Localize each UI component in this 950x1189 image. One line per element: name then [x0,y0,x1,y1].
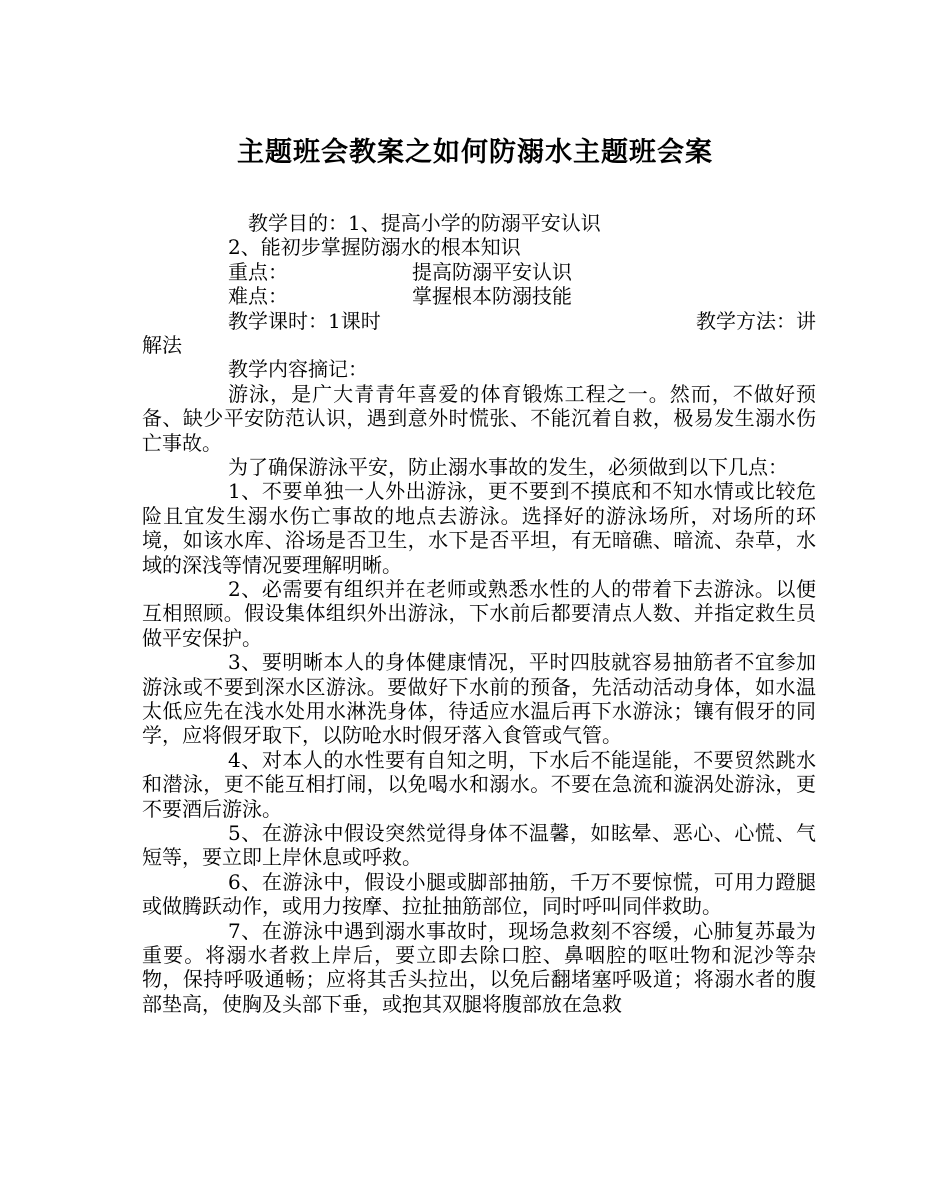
hours-method-line [142,309,816,333]
objective-line-2: 2、能初步掌握防溺水的根本知识 [228,235,521,260]
paragraph: 游泳，是广大青青年喜爱的体育锻炼工程之一。然而，不做好预备、缺少平安防范认识，遇到意外时慌张、不能沉着自救，极易发生溺水伤亡事故。 [142,381,816,455]
difficulty-label: 难点： [228,284,288,309]
paragraph: 为了确保游泳平安，防止溺水事故的发生，必须做到以下几点： [228,454,788,479]
paragraph: 3、要明晰本人的身体健康情况，平时四肢就容易抽筋者不宜参加游泳或不要到深水区游泳。要做好下水前的预备，先活动活动身体，如水温太低应先在浅水处用水淋洗身体，待适应水温后再下水游泳；镶有假牙的同学，应将假牙取下，以防呛水时假牙落入食管或气管。 [142,650,816,748]
paragraph: 4、对本人的水性要有自知之明，下水后不能逞能，不要贸然跳水和潜泳，更不能互相打闹，以免喝水和溺水。不要在急流和漩涡处游泳，更不要酒后游泳。 [142,747,816,821]
key-point-label: 重点： [228,259,288,284]
teaching-method: 教学方法：讲 [696,308,816,333]
teaching-hours: 教学课时：1课时 [228,308,381,333]
content-heading: 教学内容摘记： [228,357,368,382]
paragraph: 7、在游泳中遇到溺水事故时，现场急救刻不容缓，心肺复苏最为重要。将溺水者救上岸后，要立即去除口腔、鼻咽腔的呕吐物和泥沙等杂物，保持呼吸通畅；应将其舌头拉出，以免后翻堵塞呼吸道；将溺水者的腹部垫高，使胸及头部下垂，或抱其双腿将腹部放在急救 [142,918,816,1016]
difficulty-value: 掌握根本防溺技能 [412,284,572,309]
paragraph: 1、不要单独一人外出游泳，更不要到不摸底和不知水情或比较危险且宜发生溺水伤亡事故的地点去游泳。选择好的游泳场所，对场所的环境，如该水库、浴场是否卫生，水下是否平坦，有无暗礁、暗流、杂草，水域的深浅等情况要理解明晰。 [142,479,816,577]
paragraph: 2、必需要有组织并在老师或熟悉水性的人的带着下去游泳。以便互相照顾。假设集体组织外出游泳，下水前后都要清点人数、并指定救生员做平安保护。 [142,576,816,650]
key-point-line [142,260,816,284]
teaching-method-continued: 解法 [142,332,182,357]
objective-line: 教学目的：1、提高小学的防溺平安认识 [248,211,601,235]
key-point-value: 提高防溺平安认识 [412,259,572,284]
document-title: 主题班会教案之如何防溺水主题班会案 [237,137,713,168]
paragraph: 5、在游泳中假设突然觉得身体不温馨，如眩晕、恶心、心慌、气短等，要立即上岸休息或呼救。 [142,821,816,870]
difficulty-line [142,284,816,308]
document-body [142,211,816,1016]
paragraph: 6、在游泳中，假设小腿或脚部抽筋，千万不要惊慌，可用力蹬腿或做腾跃动作，或用力按摩、拉扯抽筋部位，同时呼叫同伴救助。 [142,869,816,919]
